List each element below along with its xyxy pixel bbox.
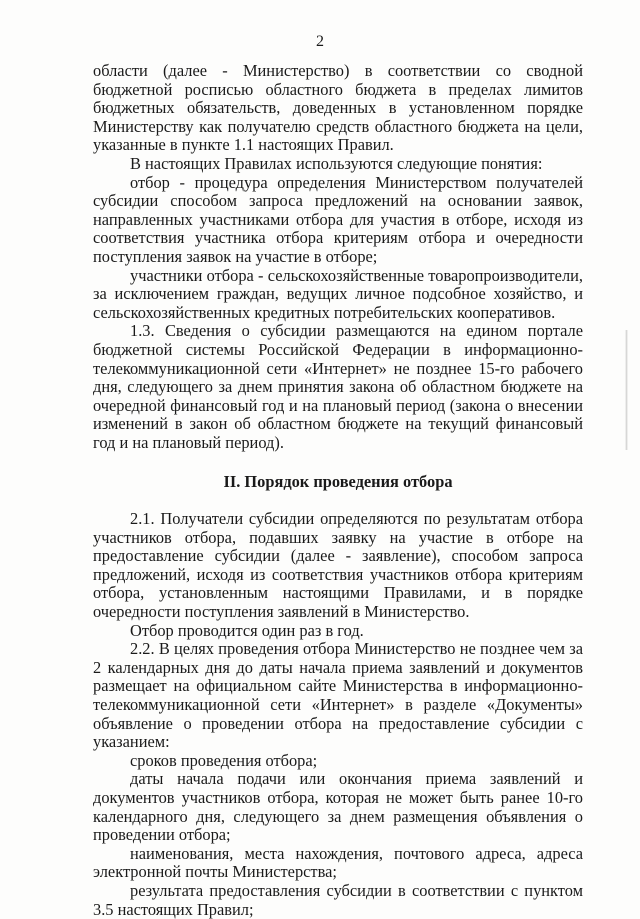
paragraph: даты начала подачи или окончания приема заявлений и документов участников отбора, которая не может быть ранее 10-го календарного дня, следующего за днем размещения объявления о проведении отбора;	[93, 769, 583, 845]
paragraph: участники отбора - сельскохозяйственные товаропроизводители, за исключением граждан, ведущих личное подсобное хозяйство, и сельскохозяйственных кредитных потребительских кооперативов.	[93, 265, 583, 322]
section-2-text	[93, 510, 583, 919]
paragraph: отбор - процедура определения Министерством получателей субсидии способом запроса предложений на основании заявок, направленных участниками отбора для участия в отборе, исходя из соответствия участника отбора критериям отбора и очередности поступления заявок на участие в отборе;	[93, 172, 583, 266]
paragraph: Отбор проводится один раз в год.	[130, 620, 364, 640]
paragraph: 2.1. Получатели субсидии определяются по результатам отбора участников отбора, подавших заявку на участие в отборе на предоставление субсидии (далее - заявление), способом запроса предложений, исходя из соответствия участников отбора критериям отбора, установленным настоящими Правилами, и в порядке очередности поступления заявлений в Министерство.	[93, 509, 583, 622]
paragraph: 2.2. В целях проведения отбора Министерство не позднее чем за 2 календарных дня до даты начала приема заявлений и документов размещает на официальном сайте Министерства в информационно-телекоммуникационной сети «Интернет» в разделе «Документы» объявление о проведении отбора на предоставление субсидии с указанием:	[93, 639, 583, 752]
paragraph: области (далее - Министерство) в соответствии со сводной бюджетной росписью областного бюджета в пределах лимитов бюджетных обязательств, доведенных в установленном порядке Министерству как получателю средств областного бюджета на цели, указанные в пункте 1.1 настоящих Правил.	[93, 61, 583, 155]
paragraph: сроков проведения отбора;	[130, 750, 318, 770]
paragraph: наименования, места нахождения, почтового адреса, адреса электронной почты Министерства;	[93, 843, 583, 882]
paragraph: В настоящих Правилах используются следующие понятия:	[130, 153, 543, 173]
scan-edge-shadow	[625, 330, 628, 450]
section-heading: II. Порядок проведения отбора	[223, 472, 453, 492]
page-number: 2	[316, 33, 324, 50]
document-body	[93, 62, 583, 919]
paragraph: 1.3. Сведения о субсидии размещаются на едином портале бюджетной системы Российской Федерации в информационно-телекоммуникационной сети «Интернет» не позднее 15-го рабочего дня, следующего за днем принятия закона об областном бюджете на очередной финансовый год и на плановый период (закона о внесении изменений в закон об областном бюджете на текущий финансовый год и на плановый период).	[93, 321, 583, 452]
section-1-text	[93, 62, 583, 452]
paragraph: результата предоставления субсидии в соответствии с пунктом 3.5 настоящих Правил;	[93, 880, 583, 919]
